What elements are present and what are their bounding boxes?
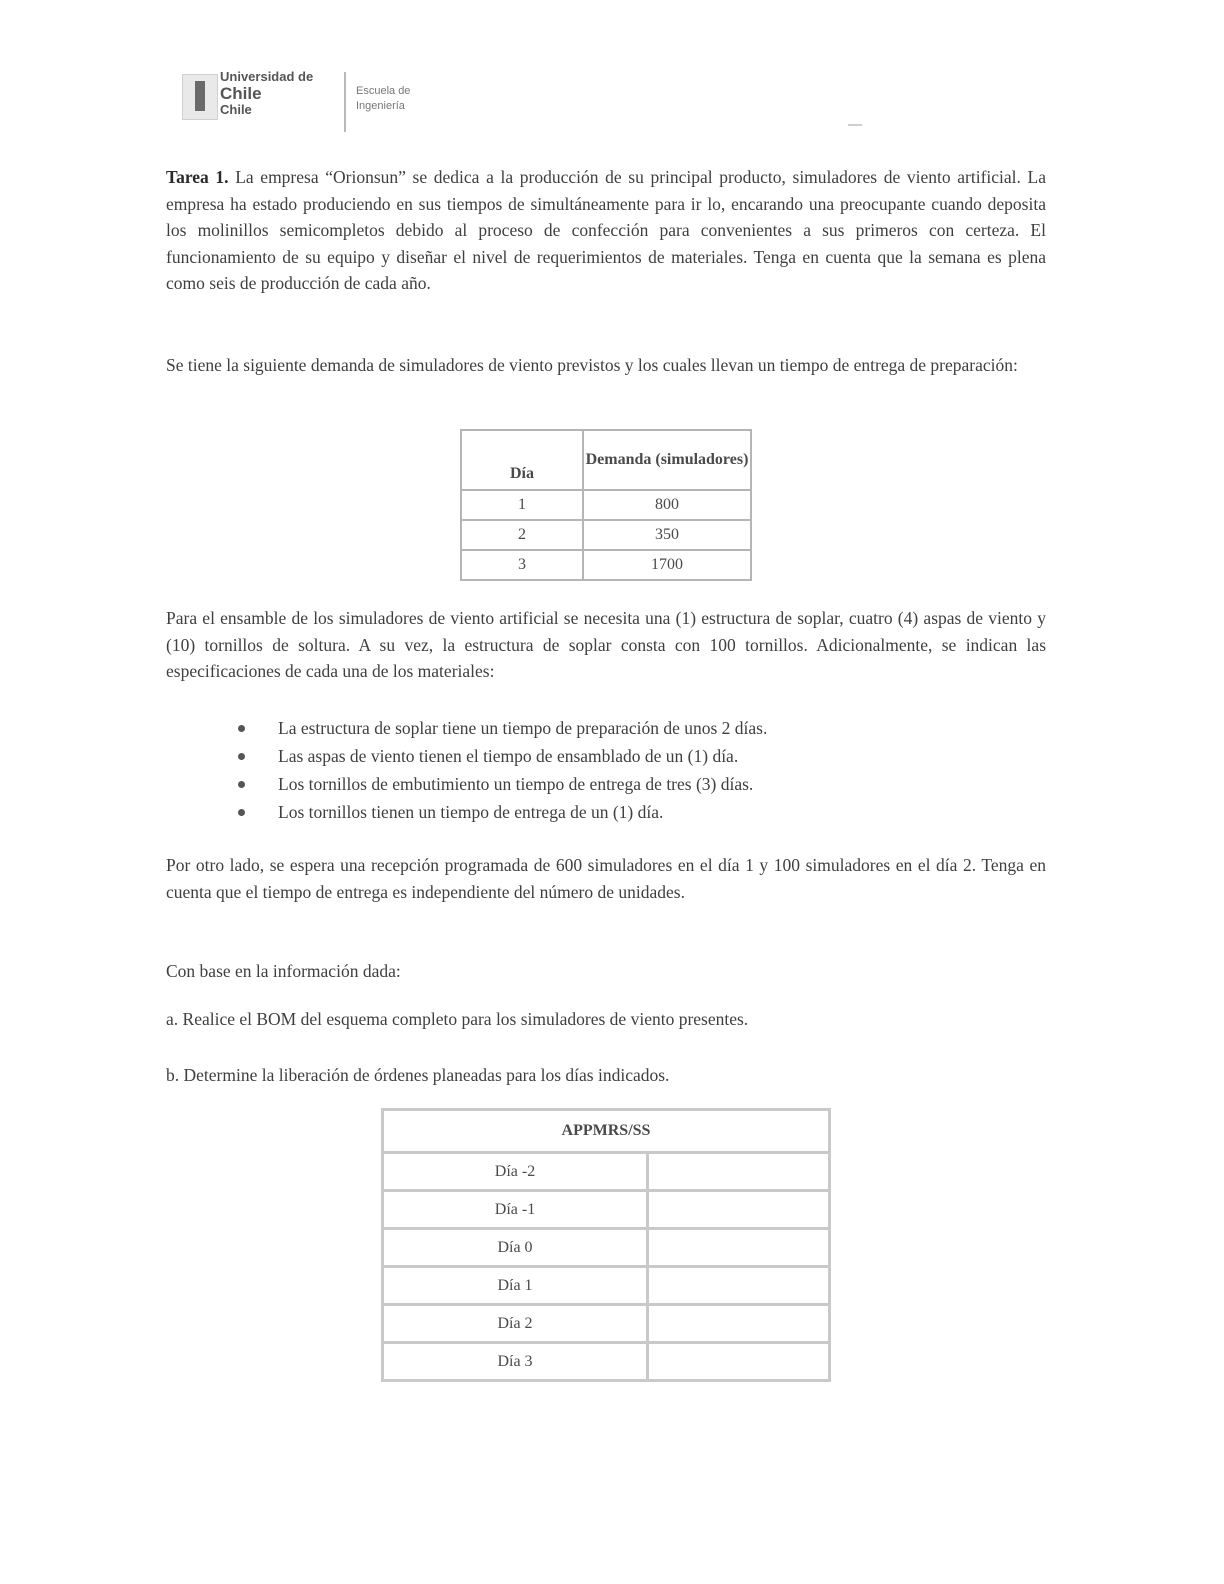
table-row: Día 0 bbox=[383, 1229, 830, 1267]
orders-table-header: APPMRS/SS bbox=[383, 1110, 830, 1153]
item-a: a. Realice el BOM del esquema completo para los simuladores de viento presentes. bbox=[166, 1009, 749, 1029]
table-row: 3 1700 bbox=[461, 550, 751, 580]
list-item: Los tornillos de embutimiento un tiempo de entrega de tres (3) días. bbox=[238, 770, 1038, 798]
empty-cell bbox=[648, 1343, 830, 1381]
assembly-paragraph: Para el ensamble de los simuladores de viento artificial se necesita una (1) estructura de soplar, cuatro (4) aspas de viento y (10) tornillos de soltura. A su vez, la estructura de soplar consta con 100 tornillos. Adicionalmente, se indican las especificaciones de cada una de los materiales: bbox=[166, 608, 1046, 681]
demand-table bbox=[460, 429, 752, 581]
page-mark bbox=[848, 124, 862, 126]
table-row: Día 3 bbox=[383, 1343, 830, 1381]
header-divider bbox=[344, 72, 346, 132]
empty-cell bbox=[648, 1305, 830, 1343]
specifications-list bbox=[238, 714, 1038, 826]
empty-cell bbox=[648, 1229, 830, 1267]
list-item: Los tornillos tienen un tiempo de entrega de un (1) día. bbox=[238, 798, 1038, 826]
reception-paragraph: Por otro lado, se espera una recepción programada de 600 simuladores en el día 1 y 100 simuladores en el día 2. Tenga en cuenta que el tiempo de entrega es independiente del número de unidades. bbox=[166, 855, 1046, 902]
base-paragraph: Con base en la información dada: bbox=[166, 961, 401, 981]
bullet-icon bbox=[238, 753, 245, 760]
orders-table bbox=[381, 1108, 831, 1382]
bullet-icon bbox=[238, 781, 245, 788]
table-row: Día -1 bbox=[383, 1191, 830, 1229]
empty-cell bbox=[648, 1267, 830, 1305]
list-item: Las aspas de viento tienen el tiempo de ensamblado de un (1) día. bbox=[238, 742, 1038, 770]
col-header-demand: Demanda (simuladores) bbox=[583, 430, 751, 490]
list-item: La estructura de soplar tiene un tiempo de preparación de unos 2 días. bbox=[238, 714, 1038, 742]
table-row: Día 1 bbox=[383, 1267, 830, 1305]
bullet-icon bbox=[238, 809, 245, 816]
department-name: Escuela de Ingeniería bbox=[356, 85, 411, 112]
university-name: Universidad de Chile Chile bbox=[220, 69, 314, 117]
task-label: Tarea 1. bbox=[166, 167, 229, 187]
empty-cell bbox=[648, 1153, 830, 1191]
table-row: Día -2 bbox=[383, 1153, 830, 1191]
item-b: b. Determine la liberación de órdenes planeadas para los días indicados. bbox=[166, 1065, 670, 1085]
intro-paragraph: Tarea 1. La empresa “Orionsun” se dedica a la producción de su principal producto, simuladores de viento artificial. La empresa ha estado produciendo en sus tiempos de simultáneamente para ir lo, encarando una preocupante cuando deposita los molinillos semicompletos debido al proceso de confección para convenientes a sus primeros con certeza. El funcionamiento de su equipo y diseñar el nivel de requerimientos de materiales. Tenga en cuenta que la semana es plena como seis de producción de cada año. bbox=[166, 167, 1046, 293]
university-emblem-icon bbox=[182, 74, 218, 120]
university-logo bbox=[182, 70, 327, 132]
table-row: 2 350 bbox=[461, 520, 751, 550]
table-row: Día 2 bbox=[383, 1305, 830, 1343]
col-header-day: Día bbox=[461, 430, 583, 490]
empty-cell bbox=[648, 1191, 830, 1229]
table-row: 1 800 bbox=[461, 490, 751, 520]
demand-paragraph: Se tiene la siguiente demanda de simuladores de viento previstos y los cuales llevan un tiempo de entrega de preparación: bbox=[166, 355, 1018, 375]
bullet-icon bbox=[238, 725, 245, 732]
